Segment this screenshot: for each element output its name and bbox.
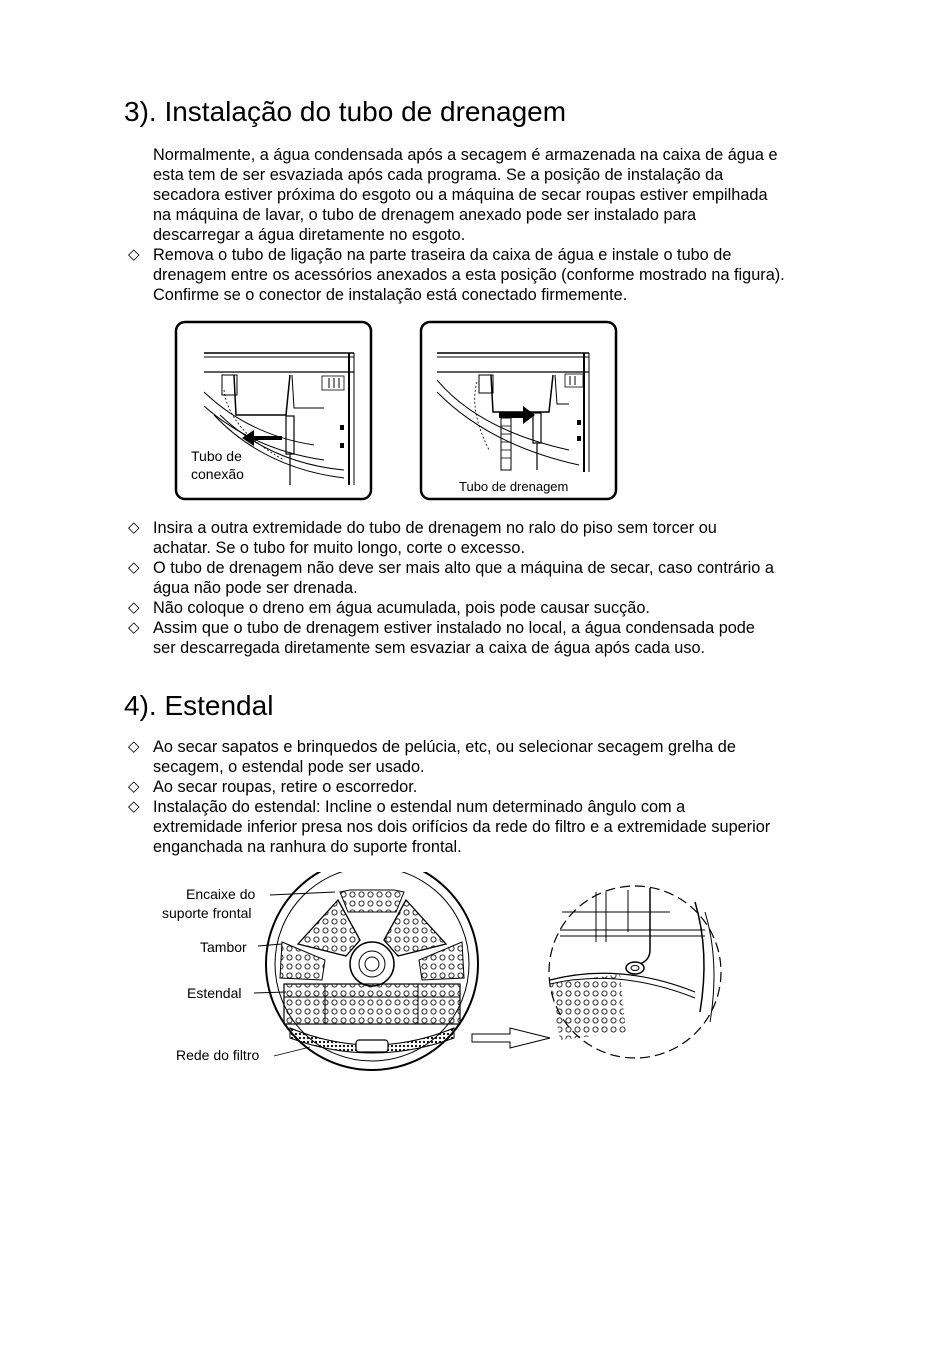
intro-line: na máquina de lavar, o tubo de drenagem anexado pode ser instalado para xyxy=(153,206,697,224)
diamond-bullet-icon: ◇ xyxy=(128,519,140,536)
intro-line: Normalmente, a água condensada após a secagem é armazenada na caixa de água e xyxy=(153,146,778,164)
connection-tube-label: conexão xyxy=(191,466,244,482)
section-3-text xyxy=(128,145,843,305)
bullet-item: ◇ Instalação do estendal: Incline o estendal num determinado ângulo com a extremidade inferior presa nos dois orifícios da rede do filtro e a extremidade superior enganchada na ranhura do suporte frontal. xyxy=(128,798,771,856)
drying-rack-figure xyxy=(150,872,750,1072)
diamond-bullet-icon: ◇ xyxy=(128,599,140,616)
bullet-item: ◇ Ao secar roupas, retire o escorredor. xyxy=(128,778,418,796)
rede-callout: Rede do filtro xyxy=(176,1047,260,1063)
bullet-item: ◇ Ao secar sapatos e brinquedos de pelúcia, etc, ou selecionar secagem grelha de secagem, o estendal pode ser usado. xyxy=(128,738,736,776)
encaixe-callout: suporte frontal xyxy=(162,905,252,921)
diamond-bullet-icon: ◇ xyxy=(128,619,140,636)
bullet-item: ◇ Insira a outra extremidade do tubo de drenagem no ralo do piso sem torcer ou achatar. Se o tubo for muito longo, corte o excesso. xyxy=(128,519,717,557)
intro-line: secadora estiver próxima do esgoto ou a máquina de secar roupas estiver empilhada xyxy=(153,186,768,204)
section-3-title: 3). Instalação do tubo de drenagem xyxy=(124,96,567,127)
intro-line: esta tem de ser esvaziada após cada programa. Se a posição de instalação da xyxy=(153,166,724,184)
diamond-bullet-icon: ◇ xyxy=(128,738,140,755)
bullet-item: ◇ Remova o tubo de ligação na parte traseira da caixa de água e instale o tubo de drenagem entre os acessórios anexados a esta posição (conforme mostrado na figura). Confirme se o conector de instalação está conectado firmemente. xyxy=(128,246,785,304)
diamond-bullet-icon: ◇ xyxy=(128,246,140,263)
tambor-callout: Tambor xyxy=(200,939,247,955)
diamond-bullet-icon: ◇ xyxy=(128,778,140,795)
estendal-callout: Estendal xyxy=(187,985,242,1001)
section-4-bullets xyxy=(128,737,843,857)
bullet-item: ◇ Assim que o tubo de drenagem estiver instalado no local, a água condensada pode ser descarregada diretamente sem esvaziar a caixa de água após cada uso. xyxy=(128,619,755,657)
section-3-bullets xyxy=(128,518,843,658)
drain-tube-figure xyxy=(419,320,619,502)
bullet-item: ◇ Não coloque o dreno em água acumulada, pois pode causar sucção. xyxy=(128,599,650,617)
connection-tube-figure xyxy=(174,320,374,502)
connection-tube-label: Tubo de xyxy=(191,448,242,464)
drain-tube-label: Tubo de drenagem xyxy=(459,479,569,494)
diamond-bullet-icon: ◇ xyxy=(128,798,140,815)
diamond-bullet-icon: ◇ xyxy=(128,559,140,576)
section-4-title: 4). Estendal xyxy=(124,690,274,721)
encaixe-callout: Encaixe do xyxy=(186,886,256,902)
bullet-item: ◇ O tubo de drenagem não deve ser mais alto que a máquina de secar, caso contrário a água não pode ser drenada. xyxy=(128,559,774,597)
intro-line: descarregar a água diretamente no esgoto. xyxy=(153,226,466,244)
